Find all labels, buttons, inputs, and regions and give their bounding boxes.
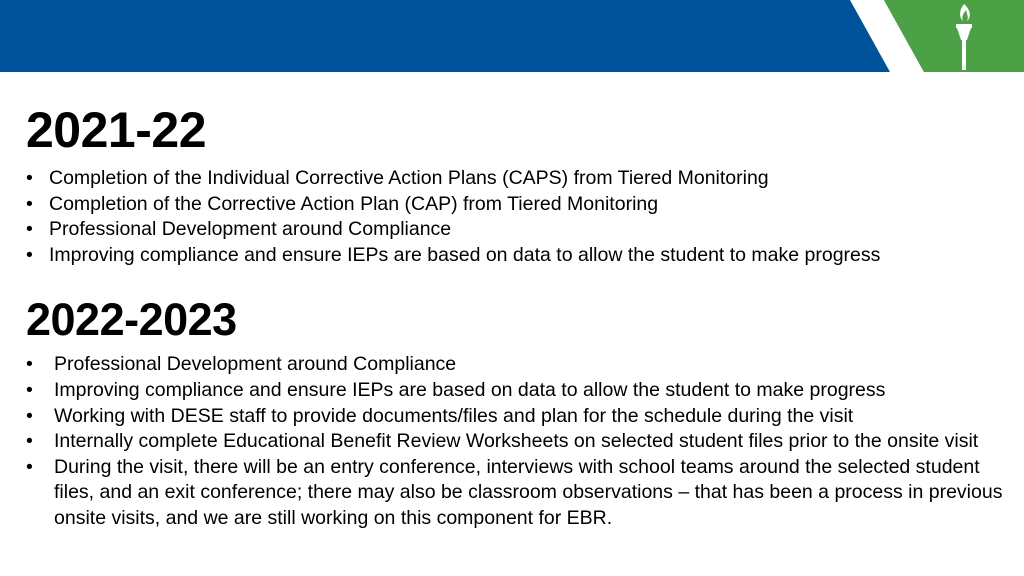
- list-item-text: During the visit, there will be an entry conference, interviews with school teams around the selected student files, and an exit conference; there may also be classroom observations – that has been a process in previous onsite visits, and we are still working on this component for EBR.: [54, 455, 1003, 529]
- section-1-list: [26, 166, 1006, 268]
- slide-content: [26, 100, 1006, 532]
- bullet-icon: •: [26, 167, 33, 189]
- list-item-text: Completion of the Individual Corrective Action Plans (CAPS) from Tiered Monitoring: [49, 167, 769, 189]
- bullet-icon: •: [26, 192, 33, 215]
- list-item: [26, 166, 1006, 192]
- list-item-text: Working with DESE staff to provide documents/files and plan for the schedule during the visit: [54, 404, 854, 427]
- section-1-title: 2021-22: [26, 102, 206, 158]
- bullet-icon: •: [26, 455, 33, 478]
- section-2-list: [26, 352, 1006, 531]
- list-item-text: Professional Development around Compliance: [49, 218, 452, 241]
- bullet-icon: •: [26, 378, 33, 401]
- list-item: [26, 455, 1006, 532]
- list-item-text: Improving compliance and ensure IEPs are based on data to allow the student to make progress: [49, 243, 881, 266]
- list-item-text: Internally complete Educational Benefit Review Worksheets on selected student files prior to the onsite visit: [54, 430, 979, 453]
- section-2-title: 2022-2023: [26, 294, 237, 346]
- list-item: [26, 378, 1006, 404]
- bullet-icon: •: [26, 218, 33, 241]
- list-item: [26, 404, 1006, 430]
- list-item: [26, 192, 1006, 218]
- list-item: [26, 217, 1006, 243]
- bullet-icon: •: [26, 430, 33, 453]
- banner-graphic: [0, 0, 1024, 72]
- list-item-text: Improving compliance and ensure IEPs are based on data to allow the student to make progress: [54, 378, 886, 401]
- list-item: [26, 429, 1006, 455]
- list-item-text: Professional Development around Compliance: [54, 353, 457, 376]
- bullet-icon: •: [26, 243, 33, 266]
- list-item: [26, 352, 1006, 378]
- list-item: [26, 243, 1006, 269]
- list-item-text: Completion of the Corrective Action Plan (CAP) from Tiered Monitoring: [49, 192, 659, 215]
- bullet-icon: •: [26, 404, 33, 427]
- top-banner: [0, 0, 1024, 72]
- bullet-icon: •: [26, 353, 33, 376]
